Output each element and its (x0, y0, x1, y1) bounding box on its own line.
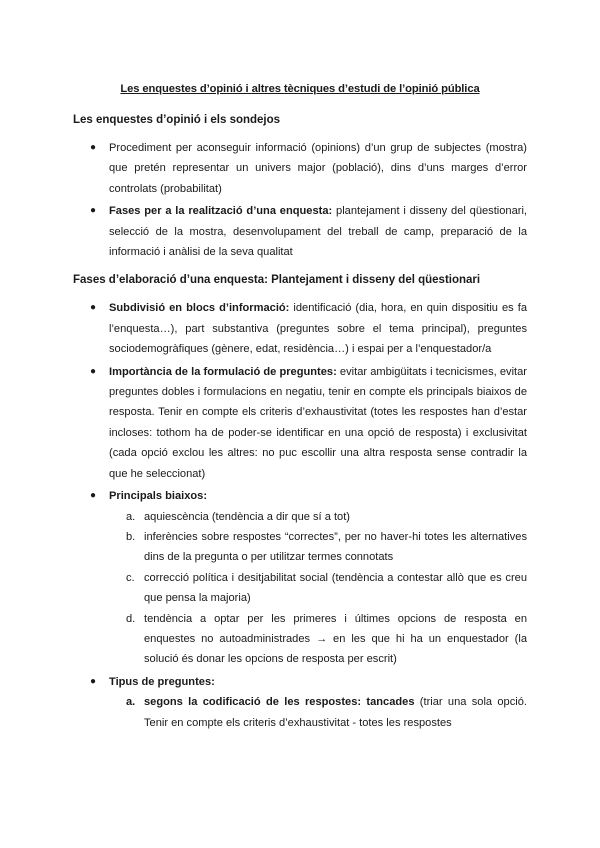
sublist-item (126, 609, 527, 670)
sublist-marker: c. (126, 571, 135, 584)
sublist-item (126, 568, 527, 609)
document-title: Les enquestes d’opinió i altres tècniques d’estudi de l’opinió pública (120, 83, 480, 95)
sublist-item-text: inferències sobre respostes “correctes”, per no haver-hi totes les alternatives dins de la pregunta o per utilitzar termes connotats (144, 530, 527, 564)
list-item-bold-label: Importància de la formulació de preguntes: (109, 365, 337, 378)
sublist-marker: a. (126, 696, 136, 709)
section-heading-fases: Fases d’elaboració d’una enquesta: Plantejament i disseny del qüestionari (73, 274, 481, 287)
list-item (90, 486, 527, 670)
sublist-tipus (109, 692, 527, 733)
sublist-item-text: aquiescència (tendència a dir que sí a tot) (144, 510, 350, 523)
sublist-item (126, 527, 527, 568)
list-item-bold-label: Fases per a la realització d’una enquesta: (109, 205, 333, 218)
list-item (90, 362, 527, 484)
sublist-item-text: (triar una sola opció. Tenir en compte els criteris d’exhaustivitat - totes les respostes (144, 696, 527, 729)
bullet-icon: ● (90, 490, 97, 502)
bullet-icon: ● (90, 365, 97, 377)
bullet-list-section2 (73, 298, 527, 733)
section-heading-enquestes: Les enquestes d’opinió i els sondejos (73, 114, 281, 126)
list-item-text: identificació (dia, hora, en quin dispositiu es fa l’enquesta…), part substantiva (preguntes sobre el tema principal), preguntes sociodemogràfiques (gènere, edat, residència…) i espai per a l’enquestador/a (109, 302, 527, 356)
list-item-text: Procediment per aconseguir informació (opinions) d’un grup de subjectes (mostra) que pretén representar un univers major (població), dins d’uns marges d’error controlats (probabilitat) (109, 142, 527, 195)
bullet-list-section1 (73, 138, 527, 262)
bullet-icon: ● (90, 302, 97, 314)
bullet-icon: ● (90, 205, 97, 217)
sublist-item-bold-label: segons la codificació de les respostes: tancades (144, 696, 415, 709)
list-item (90, 672, 527, 733)
list-item-bold-label: Principals biaixos: (109, 490, 208, 503)
bullet-icon: ● (90, 675, 97, 687)
sublist-item-text: tendència a optar per les primeres i últimes opcions de resposta en enquestes no autoadministrades → en les que hi ha un enquestador (la solució és donar les opcions de resposta per escrit) (144, 612, 527, 666)
sublist-marker: b. (126, 530, 136, 543)
bullet-icon: ● (90, 142, 97, 153)
sublist-biaixos (109, 507, 527, 670)
sublist-marker: a. (126, 510, 136, 523)
list-item-bold-label: Tipus de preguntes: (109, 675, 215, 688)
list-item-text: evitar ambigüitats i tecnicismes, evitar preguntes dobles i formulacions en negatiu, tenir en compte els principals biaixos de resposta. Tenir en compte els criteris d’exhaustivitat (totes les respostes han d’estar incloses: tothom ha de poder-se identificar en una opció de resposta) i exclusivitat (cada opció exclou les altres: no puc escollir una altra resposta sense contradir la que he seleccionat) (109, 365, 527, 480)
sublist-item (126, 507, 527, 527)
list-item-text: plantejament i disseny del qüestionari, selecció de la mostra, desenvolupament del treball de camp, preparació de la informació i anàlisi de la seva qualitat (109, 205, 527, 259)
sublist-item (126, 692, 527, 733)
list-item-bold-label: Subdivisió en blocs d’informació: (109, 302, 290, 315)
list-item (90, 138, 527, 199)
list-item (90, 201, 527, 262)
list-item (90, 298, 527, 359)
sublist-marker: d. (126, 612, 136, 625)
sublist-item-text: correcció política i desitjabilitat social (tendència a contestar allò que es creu que pensa la majoria) (144, 571, 527, 605)
